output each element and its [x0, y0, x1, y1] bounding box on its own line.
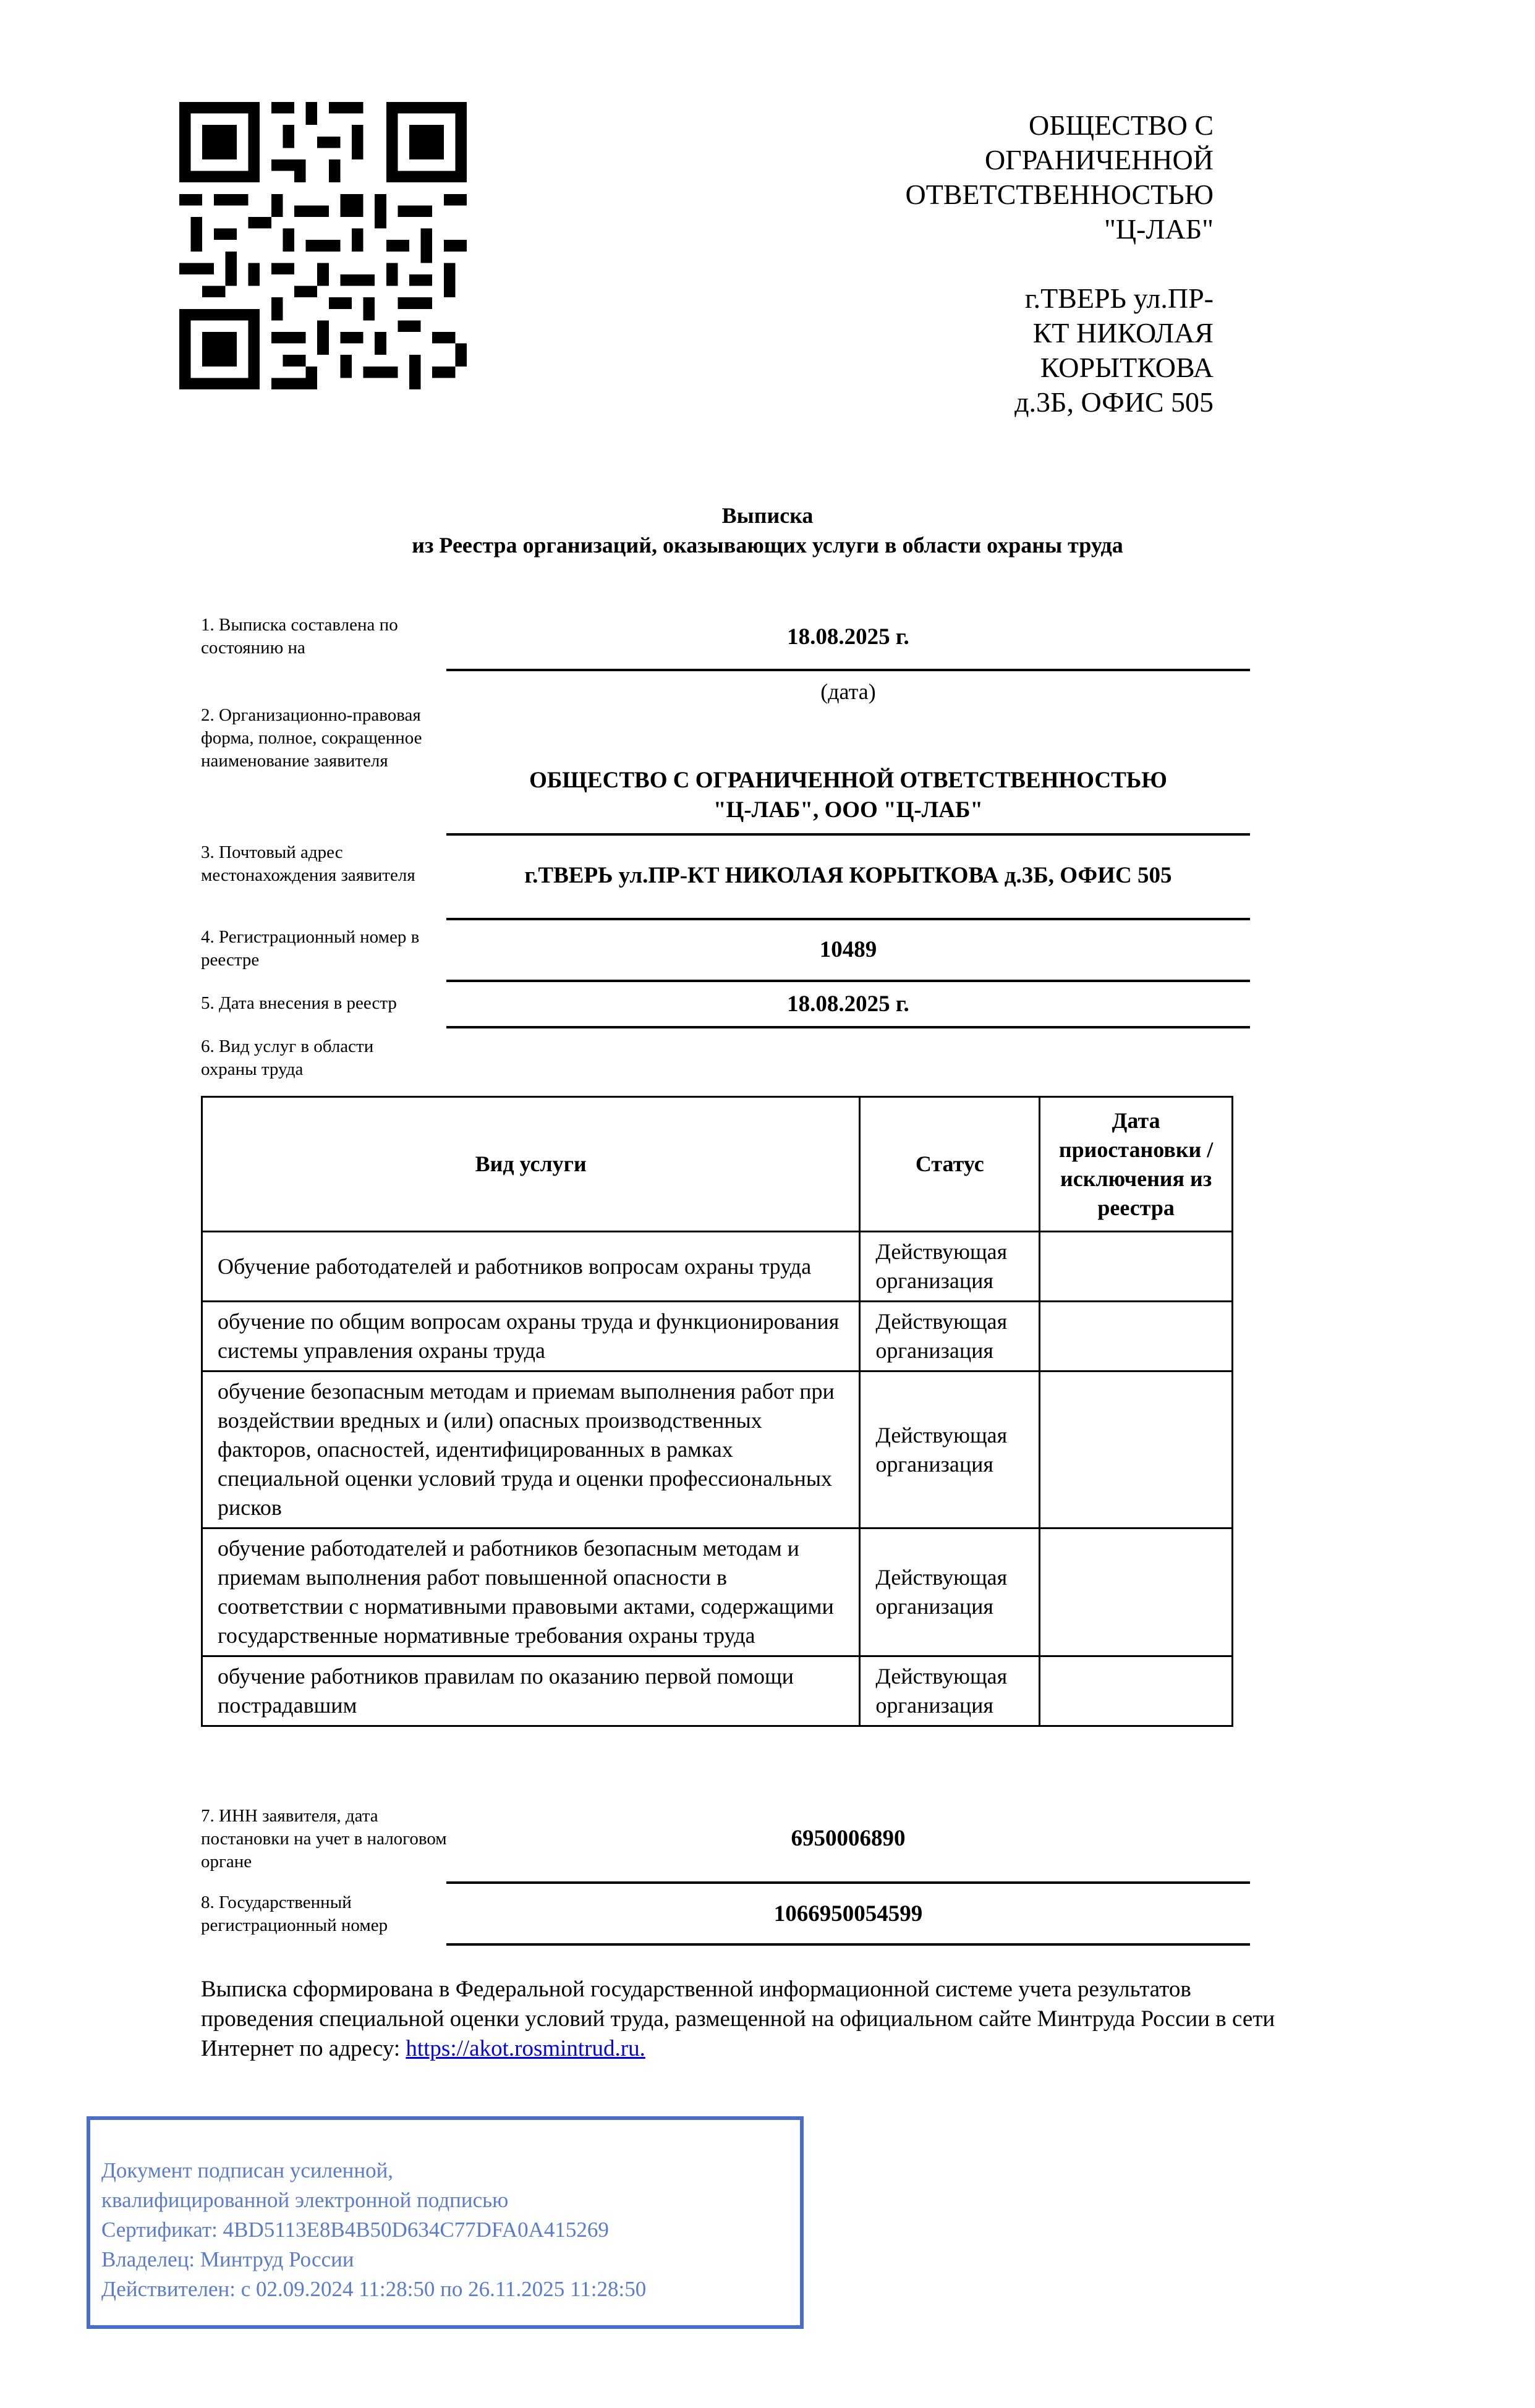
- stamp-owner: Владелец: Минтруд России: [101, 2247, 354, 2271]
- field-5-value: 18.08.2025 г.: [787, 991, 909, 1017]
- address-line: КОРЫТКОВА: [1040, 352, 1214, 383]
- field-2-label: 2. Организационно-правовая форма, полное, сокращенное наименование заявителя: [201, 705, 422, 771]
- footer-text: Выписка сформирована в Федеральной государственной информационной системе учета результатов проведения специальной оценки условий труда, размещенной на официальном сайте Минтруда России в сети Интернет по адресу:: [201, 1977, 1275, 2061]
- registry-link[interactable]: https://akot.rosmintrud.ru.: [406, 2036, 645, 2061]
- status-cell: Действующая организация: [860, 1371, 1040, 1528]
- status-cell: Действующая организация: [860, 1528, 1040, 1656]
- title-line-2: из Реестра организаций, оказывающих услуги в области охраны труда: [412, 533, 1123, 557]
- org-name-line: ОБЩЕСТВО С: [1029, 109, 1214, 141]
- stamp-validity: Действителен: с 02.09.2024 11:28:50 по 26.11.2025 11:28:50: [101, 2277, 647, 2301]
- field-3-value: г.ТВЕРЬ ул.ПР-КТ НИКОЛАЯ КОРЫТКОВА д.3Б, ОФИС 505: [524, 863, 1172, 888]
- table-row: [202, 1232, 1233, 1302]
- field-2-value-line-1: ОБЩЕСТВО С ОГРАНИЧЕННОЙ ОТВЕТСТВЕННОСТЬЮ: [529, 768, 1167, 793]
- field-5-label: 5. Дата внесения в реестр: [201, 993, 397, 1013]
- org-name-line: ОТВЕТСТВЕННОСТЬЮ: [905, 179, 1214, 210]
- service-cell: обучение работников правилам по оказанию первой помощи пострадавшим: [202, 1656, 860, 1726]
- org-name-line: ОГРАНИЧЕННОЙ: [984, 144, 1214, 176]
- title-line-1: Выписка: [721, 503, 814, 528]
- date-cell: [1040, 1528, 1233, 1656]
- org-name-line: "Ц-ЛАБ": [1104, 213, 1214, 245]
- field-4-value: 10489: [819, 937, 877, 962]
- date-cell: [1040, 1371, 1233, 1528]
- footer-statement: [201, 1975, 1283, 2064]
- field-1-value: 18.08.2025 г.: [787, 624, 909, 650]
- address-line: г.ТВЕРЬ ул.ПР-: [1024, 282, 1214, 314]
- status-cell: Действующая организация: [860, 1302, 1040, 1371]
- stamp-line: Документ подписан усиленной,: [101, 2158, 394, 2182]
- field-2-value-line-2: "Ц-ЛАБ", ООО "Ц-ЛАБ": [713, 797, 983, 823]
- table-row: [202, 1528, 1233, 1656]
- field-7-underline: [446, 1881, 1250, 1884]
- field-8-value: 1066950054599: [773, 1901, 923, 1927]
- field-1-underline: [446, 669, 1250, 671]
- table-row: [202, 1656, 1233, 1726]
- column-header-suspension-date: Дата приостановки / исключения из реестра: [1040, 1097, 1233, 1232]
- date-cell: [1040, 1302, 1233, 1371]
- address-line: д.3Б, ОФИС 505: [1014, 386, 1214, 418]
- table-header-row: [202, 1097, 1233, 1232]
- service-cell: обучение работодателей и работников безопасным методам и приемам выполнения работ повышенной опасности в соответствии с нормативными правовыми актами, содержащими государственные нормативные требования охраны труда: [202, 1528, 860, 1656]
- electronic-signature-stamp: [87, 2116, 804, 2329]
- field-8-underline: [446, 1943, 1250, 1946]
- field-7-label: 7. ИНН заявителя, дата постановки на учет в налоговом органе: [201, 1806, 447, 1872]
- recipient-address-block: [867, 108, 1214, 420]
- status-cell: Действующая организация: [860, 1232, 1040, 1302]
- services-table: [201, 1096, 1233, 1727]
- status-cell: Действующая организация: [860, 1656, 1040, 1726]
- table-row: [202, 1302, 1233, 1371]
- document-title: [0, 501, 1535, 560]
- address-line: КТ НИКОЛАЯ: [1032, 317, 1214, 349]
- field-8-label: 8. Государственный регистрационный номер: [201, 1893, 388, 1935]
- service-cell: Обучение работодателей и работников вопросам охраны труда: [202, 1232, 860, 1302]
- field-4-underline: [446, 980, 1250, 982]
- table-row: [202, 1371, 1233, 1528]
- field-2-underline: [446, 833, 1250, 836]
- field-4-label: 4. Регистрационный номер в реестре: [201, 927, 420, 970]
- service-cell: обучение по общим вопросам охраны труда и функционирования системы управления охраны труда: [202, 1302, 860, 1371]
- field-3-underline: [446, 918, 1250, 920]
- field-1-label: 1. Выписка составлена по состоянию на: [201, 615, 398, 658]
- service-cell: обучение безопасным методам и приемам выполнения работ при воздействии вредных и (или) опасных производственных факторов, опасностей, идентифицированных в рамках специальной оценки условий труда и оценки профессиональных рисков: [202, 1371, 860, 1528]
- field-6-label: 6. Вид услуг в области охраны труда: [201, 1037, 374, 1079]
- stamp-certificate: Сертификат: 4BD5113E8B4B50D634C77DFA0A415269: [101, 2218, 609, 2242]
- date-cell: [1040, 1656, 1233, 1726]
- field-5-underline: [446, 1026, 1250, 1028]
- date-cell: [1040, 1232, 1233, 1302]
- field-1-caption: (дата): [820, 679, 876, 704]
- qr-code: [179, 102, 467, 389]
- stamp-line: квалифицированной электронной подписью: [101, 2188, 509, 2212]
- field-7-value: 6950006890: [791, 1826, 906, 1851]
- column-header-service: Вид услуги: [202, 1097, 860, 1232]
- column-header-status: Статус: [860, 1097, 1040, 1232]
- field-3-label: 3. Почтовый адрес местонахождения заявителя: [201, 842, 415, 885]
